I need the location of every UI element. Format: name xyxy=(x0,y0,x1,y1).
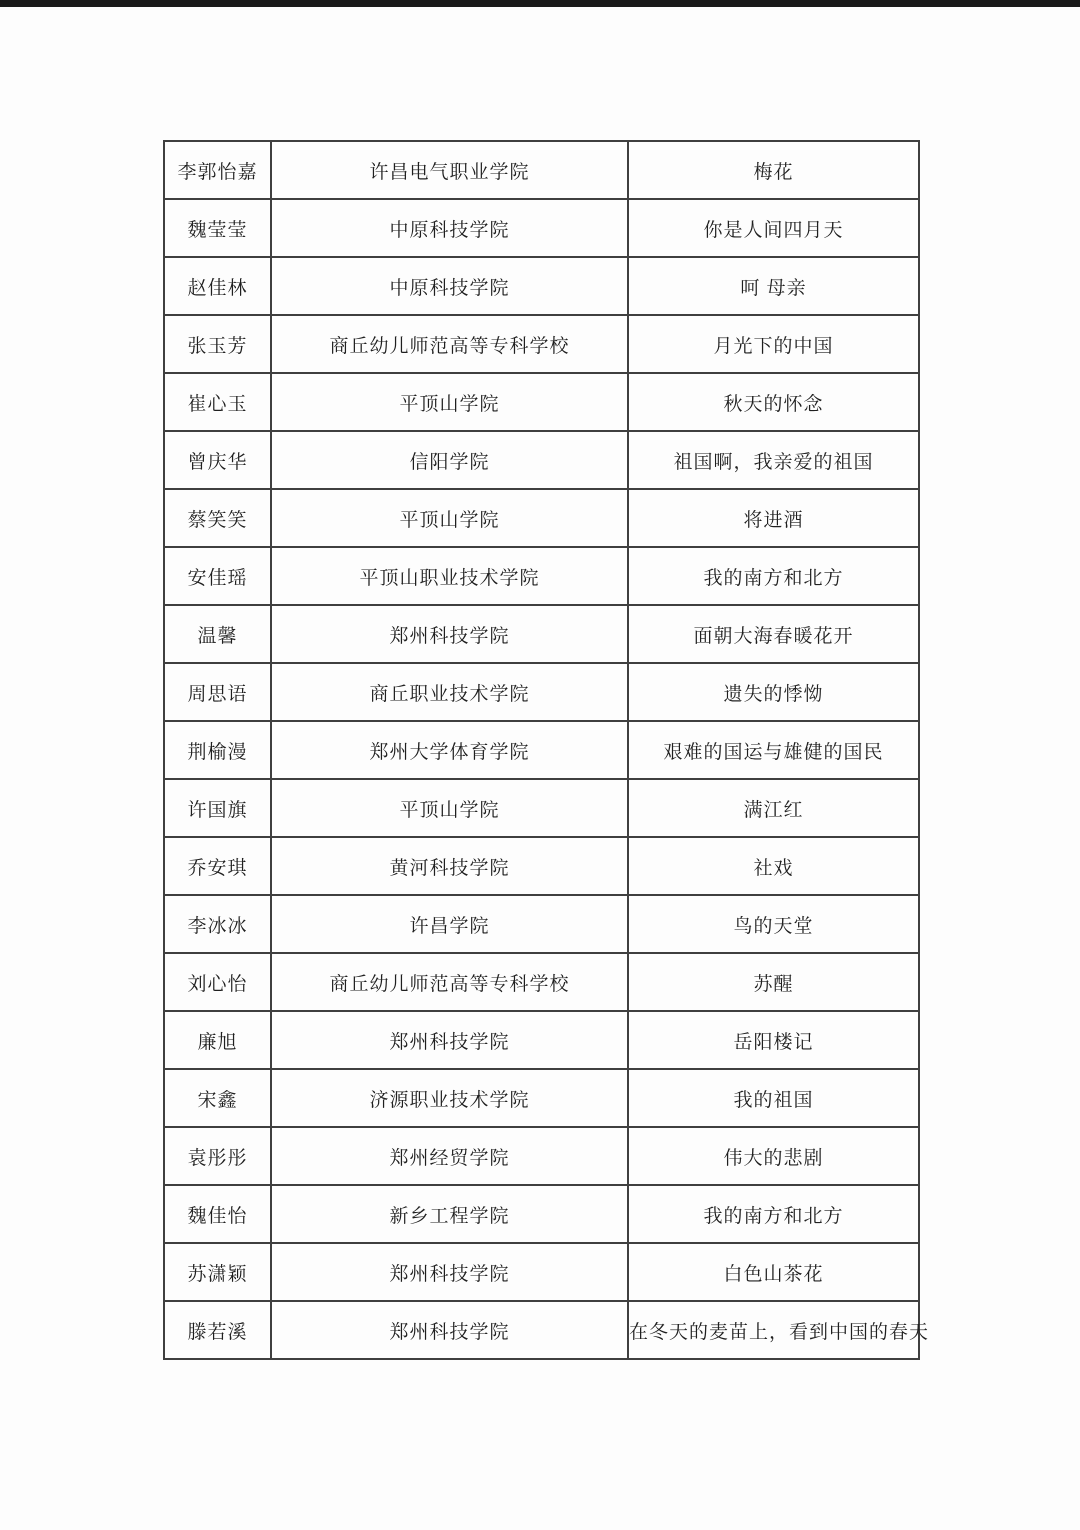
student-name-cell: 廉旭 xyxy=(164,1011,271,1069)
school-cell: 济源职业技术学院 xyxy=(271,1069,628,1127)
school-cell: 郑州科技学院 xyxy=(271,1243,628,1301)
student-name-cell: 温馨 xyxy=(164,605,271,663)
work-title-cell: 面朝大海春暖花开 xyxy=(628,605,919,663)
student-name-cell: 安佳瑶 xyxy=(164,547,271,605)
school-cell: 郑州大学体育学院 xyxy=(271,721,628,779)
table-row xyxy=(164,431,919,489)
student-roster-table xyxy=(163,140,930,1360)
school-cell: 许昌学院 xyxy=(271,895,628,953)
work-title-cell: 你是人间四月天 xyxy=(628,199,919,257)
school-cell: 平顶山学院 xyxy=(271,779,628,837)
student-name-cell: 苏潇颖 xyxy=(164,1243,271,1301)
student-name-cell: 赵佳林 xyxy=(164,257,271,315)
work-title-cell: 秋天的怀念 xyxy=(628,373,919,431)
work-title-cell: 将进酒 xyxy=(628,489,919,547)
student-name-cell: 崔心玉 xyxy=(164,373,271,431)
table-row xyxy=(164,315,919,373)
table-row xyxy=(164,779,919,837)
work-title-cell: 艰难的国运与雄健的国民 xyxy=(628,721,919,779)
table-row xyxy=(164,605,919,663)
work-title-cell: 遗失的悸怮 xyxy=(628,663,919,721)
table-row xyxy=(164,895,919,953)
work-title-cell: 伟大的悲剧 xyxy=(628,1127,919,1185)
student-name-cell: 荆榆漫 xyxy=(164,721,271,779)
school-cell: 平顶山学院 xyxy=(271,489,628,547)
student-name-cell: 蔡笑笑 xyxy=(164,489,271,547)
work-title-cell: 祖国啊，我亲爱的祖国 xyxy=(628,431,919,489)
student-name-cell: 乔安琪 xyxy=(164,837,271,895)
student-name-cell: 李郭怡嘉 xyxy=(164,141,271,199)
table-row xyxy=(164,199,919,257)
school-cell: 郑州科技学院 xyxy=(271,1011,628,1069)
table-row xyxy=(164,1185,919,1243)
school-cell: 中原科技学院 xyxy=(271,257,628,315)
student-name-cell: 滕若溪 xyxy=(164,1301,271,1359)
table-row xyxy=(164,1301,919,1359)
work-title-cell: 我的南方和北方 xyxy=(628,1185,919,1243)
school-cell: 平顶山学院 xyxy=(271,373,628,431)
school-cell: 商丘幼儿师范高等专科学校 xyxy=(271,953,628,1011)
table-row xyxy=(164,1127,919,1185)
work-title-cell: 岳阳楼记 xyxy=(628,1011,919,1069)
table-row xyxy=(164,1243,919,1301)
table-row xyxy=(164,721,919,779)
work-title-cell: 苏醒 xyxy=(628,953,919,1011)
table-row xyxy=(164,1069,919,1127)
school-cell: 郑州科技学院 xyxy=(271,605,628,663)
table-row xyxy=(164,547,919,605)
student-name-cell: 宋鑫 xyxy=(164,1069,271,1127)
school-cell: 黄河科技学院 xyxy=(271,837,628,895)
student-name-cell: 刘心怡 xyxy=(164,953,271,1011)
table-row xyxy=(164,141,919,199)
student-name-cell: 魏佳怡 xyxy=(164,1185,271,1243)
school-cell: 商丘幼儿师范高等专科学校 xyxy=(271,315,628,373)
work-title-cell: 满江红 xyxy=(628,779,919,837)
work-title-cell: 我的南方和北方 xyxy=(628,547,919,605)
work-title-cell: 梅花 xyxy=(628,141,919,199)
table-row xyxy=(164,489,919,547)
student-name-cell: 袁彤彤 xyxy=(164,1127,271,1185)
roster-table-body xyxy=(164,141,930,1359)
school-cell: 新乡工程学院 xyxy=(271,1185,628,1243)
student-name-cell: 许国旗 xyxy=(164,779,271,837)
work-title-cell: 在冬天的麦苗上，看到中国的春天 xyxy=(628,1301,919,1359)
work-title-cell: 呵 母亲 xyxy=(628,257,919,315)
table-row xyxy=(164,257,919,315)
student-name-cell: 周思语 xyxy=(164,663,271,721)
school-cell: 郑州经贸学院 xyxy=(271,1127,628,1185)
student-name-cell: 张玉芳 xyxy=(164,315,271,373)
school-cell: 商丘职业技术学院 xyxy=(271,663,628,721)
table-row xyxy=(164,1011,919,1069)
work-title-cell: 白色山茶花 xyxy=(628,1243,919,1301)
student-name-cell: 李冰冰 xyxy=(164,895,271,953)
school-cell: 郑州科技学院 xyxy=(271,1301,628,1359)
school-cell: 许昌电气职业学院 xyxy=(271,141,628,199)
school-cell: 中原科技学院 xyxy=(271,199,628,257)
table-row xyxy=(164,953,919,1011)
top-edge-bar xyxy=(0,0,1080,7)
work-title-cell: 月光下的中国 xyxy=(628,315,919,373)
school-cell: 信阳学院 xyxy=(271,431,628,489)
school-cell: 平顶山职业技术学院 xyxy=(271,547,628,605)
table-row xyxy=(164,663,919,721)
table-row xyxy=(164,373,919,431)
table-row xyxy=(164,837,919,895)
student-name-cell: 曾庆华 xyxy=(164,431,271,489)
work-title-cell: 鸟的天堂 xyxy=(628,895,919,953)
student-name-cell: 魏莹莹 xyxy=(164,199,271,257)
work-title-cell: 我的祖国 xyxy=(628,1069,919,1127)
work-title-cell: 社戏 xyxy=(628,837,919,895)
